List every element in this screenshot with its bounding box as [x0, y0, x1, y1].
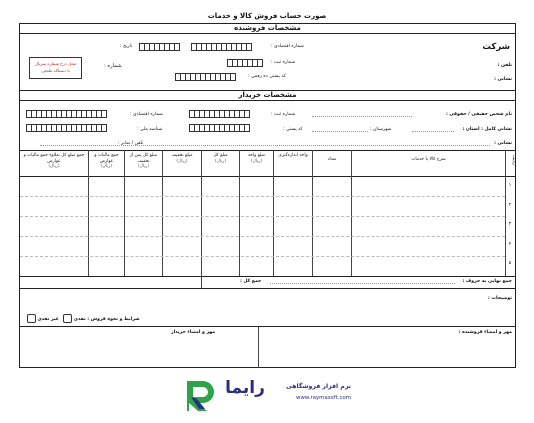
- row-number: ۵: [508, 261, 512, 266]
- buyer-phone-fax-label: تلفن / نمابر :: [118, 141, 144, 146]
- seller-postal-label: کد پستی ده رقمی :: [248, 74, 286, 79]
- row-number: ۱: [508, 183, 512, 188]
- col-header-tax: جمع مالیات و عوارض (ریال): [94, 153, 119, 169]
- seller-section-title: مشخصات فروشنده: [19, 23, 516, 34]
- col-header-total-price: مبلغ کل (ریال): [213, 153, 228, 164]
- buyer-postal-boxes[interactable]: [190, 124, 250, 132]
- buyer-name-label: نام شخص حقیقی / حقوقی :: [445, 112, 512, 117]
- seller-address-label: نشانی :: [494, 77, 512, 82]
- amount-words-label: جمع نهایی به حروف :: [462, 279, 512, 284]
- buyer-economic-no-label: شماره اقتصادی :: [130, 112, 163, 117]
- buyer-postal-label: کد پستی :: [283, 127, 303, 132]
- terms-of-sale: شرایط و نحوه فروش : نقدی غیر نقدی: [27, 314, 140, 323]
- cash-checkbox[interactable]: [63, 314, 72, 323]
- col-header-discount: مبلغ تخفیف (ریال): [171, 153, 193, 164]
- buyer-signature-label: مهر و امضاء خریدار: [171, 330, 216, 335]
- buyer-national-id-boxes[interactable]: [27, 124, 107, 132]
- col-header-grand-total: جمع مبلغ کل بعلاوه جمع مالیات و عوارض (ریال): [23, 153, 85, 169]
- buyer-full-address-label: نشانی کامل : استان :: [462, 127, 512, 132]
- buyer-economic-no-boxes[interactable]: [27, 110, 107, 118]
- rayma-logo-icon: [183, 377, 219, 413]
- seller-company: شرکت: [482, 42, 510, 52]
- col-header-row: ردیف: [511, 155, 516, 165]
- buyer-address-label: نشانی :: [494, 141, 512, 146]
- seller-signature-label: مهر و امضاء فروشنده :: [458, 330, 512, 335]
- date-boxes[interactable]: [140, 43, 180, 51]
- row-number: ۳: [508, 222, 512, 227]
- non-cash-checkbox[interactable]: [27, 314, 36, 323]
- buyer-section-title: مشخصات خریدار: [19, 90, 516, 101]
- serial-number-box: محل درج شماره سریال یا دستگاه ملتحی: [29, 57, 82, 79]
- buyer-city-label: شهرستان :: [370, 127, 392, 132]
- brand-name: رایما: [225, 378, 265, 398]
- brand-tagline: نرم افزار فروشگاهی: [285, 383, 351, 390]
- col-header-description: شرح کالا یا خدمات: [411, 157, 446, 162]
- notes-label: توضیحات :: [487, 296, 512, 301]
- buyer-reg-no-boxes[interactable]: [190, 110, 250, 118]
- seller-reg-no-boxes[interactable]: [228, 59, 263, 67]
- row-number: ۲: [508, 203, 512, 208]
- total-label: جمع کل :: [240, 279, 262, 284]
- seller-phone-label: تلفن :: [497, 63, 512, 68]
- seller-postal-boxes[interactable]: [176, 73, 236, 81]
- brand-url[interactable]: www.raymasoft.com: [296, 395, 351, 401]
- brand-logo: [183, 377, 353, 413]
- buyer-national-id-label: شناسه ملی :: [137, 127, 163, 132]
- col-header-unit-price: مبلغ واحد (ریال): [247, 153, 266, 164]
- seller-economic-no-boxes[interactable]: [192, 43, 252, 51]
- seller-economic-no-label: شماره اقتصادی :: [271, 44, 304, 49]
- invoice-number-label: شماره :: [104, 63, 122, 69]
- date-label: تاریخ :: [120, 44, 133, 49]
- document-title: صورت حساب فروش کالا و خدمات: [207, 12, 327, 20]
- seller-reg-no-label: شماره ثبت :: [271, 60, 296, 65]
- col-header-after-discount: مبلغ کل پس از تخفیف (ریال): [129, 153, 158, 169]
- col-header-unit: واحد اندازه‌گیری: [278, 153, 308, 158]
- buyer-reg-no-label: شماره ثبت :: [271, 112, 296, 117]
- col-header-quantity: تعداد: [327, 157, 337, 162]
- row-number: ۴: [508, 242, 512, 247]
